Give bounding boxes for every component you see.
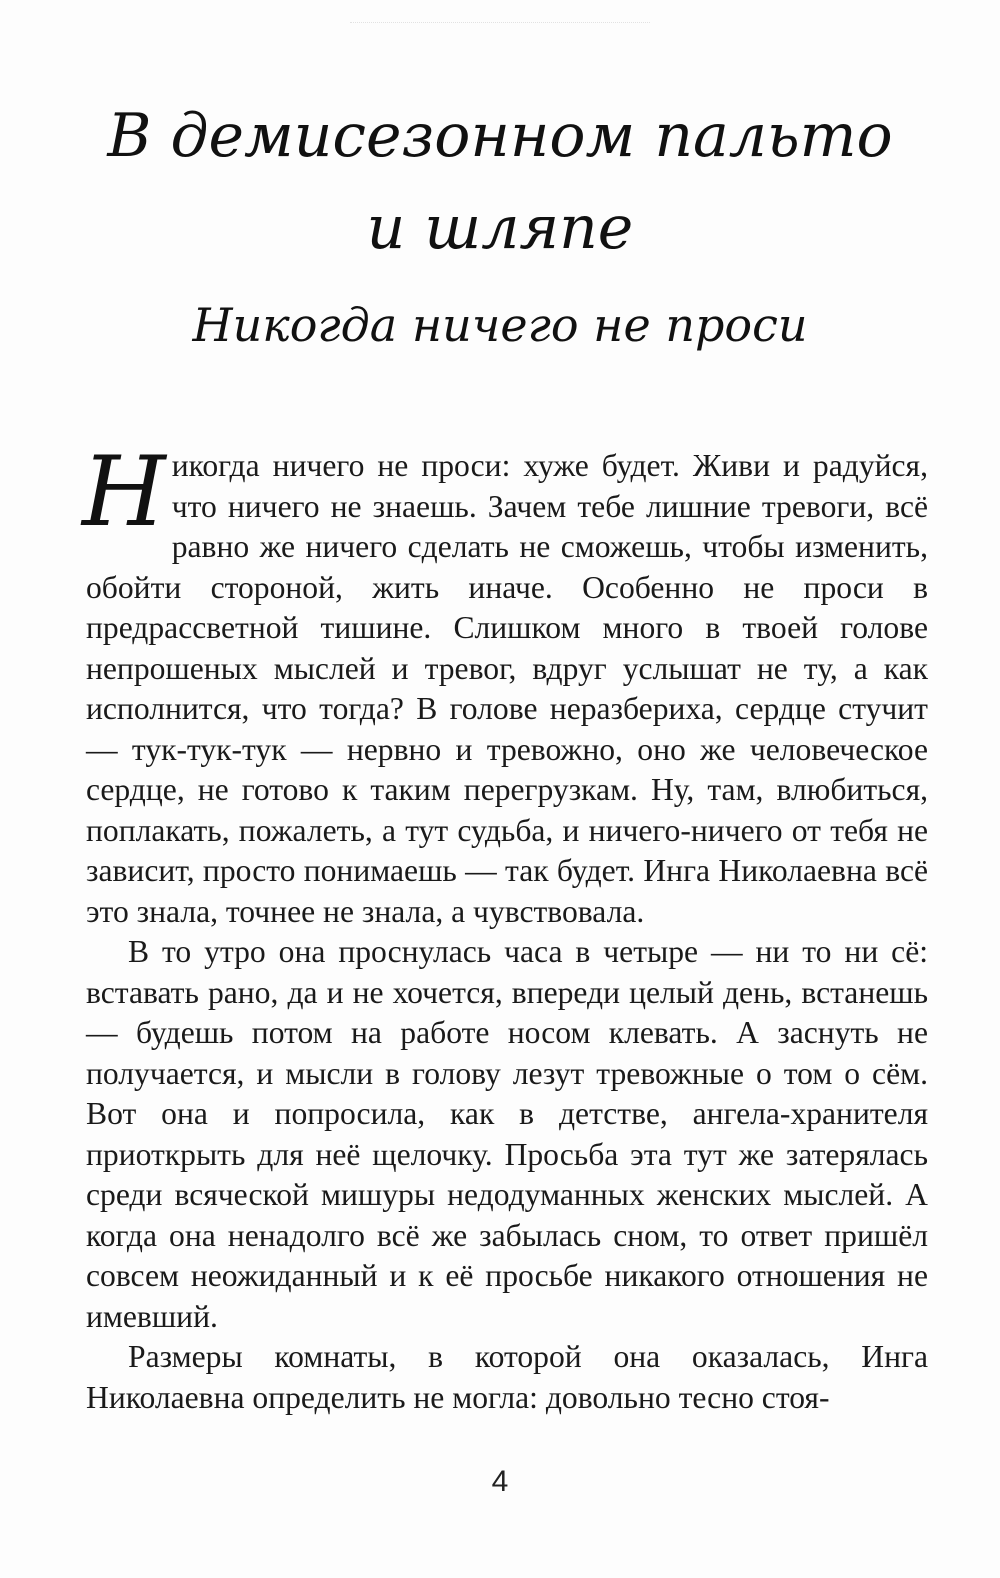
page-number: 4 <box>491 1465 509 1498</box>
paragraph-2: В то утро она проснулась часа в четыре — ни то ни сё: вставать рано, да и не хочется, впереди целый день, встанешь — будешь потом на работе носом клевать. А заснуть не получается, и мысли в голову лезут тревожные о том о сём. Вот она и попросила, как в детстве, ангела-хранителя приоткрыть для неё щелочку. Просьба эта тут же затерялась среди всяческой мишуры недодуманных женских мыслей. А когда она ненадолго всё же забылась сном, то ответ пришёл совсем неожиданный и к её просьбе никакого отношения не имевший. <box>86 934 928 1334</box>
body-text <box>82 436 928 1418</box>
chapter-title-line-2: и шляпе <box>366 193 634 263</box>
top-edge-mark <box>350 22 650 29</box>
chapter-title-line-1: В демисезонном пальто <box>107 101 893 171</box>
paragraph-1-text: икогда ничего не проси: хуже будет. Живи и радуйся, что ничего не знаешь. Зачем тебе лишние тревоги, всё равно же ничего сделать не сможешь, чтобы изменить, обойти стороной, жить иначе. Особенно не проси в предрассветной тишине. Слишком много в твоей голове непрошеных мыслей и тревог, вдруг услышат не ту, а как исполнится, что тогда? В голове неразбериха, сердце стучит — тук-тук-тук — нервно и тревожно, оно же человеческое сердце, не готово к таким перегрузкам. Ну, там, влюбиться, поплакать, пожалеть, а тут судьба, и ничего-ничего от тебя не зависит, просто понимаешь — так будет. Инга Николаевна всё это знала, точнее не знала, а чувствовала. <box>86 448 928 929</box>
section-title: Никогда ничего не проси <box>192 298 808 352</box>
paragraph-1 <box>82 436 928 932</box>
drop-cap: Н <box>82 436 166 548</box>
chapter-title <box>0 90 1000 274</box>
paragraph-3: Размеры комнаты, в которой она оказалась, Инга Николаевна определить не могла: довольно тесно стоя- <box>86 1339 928 1415</box>
